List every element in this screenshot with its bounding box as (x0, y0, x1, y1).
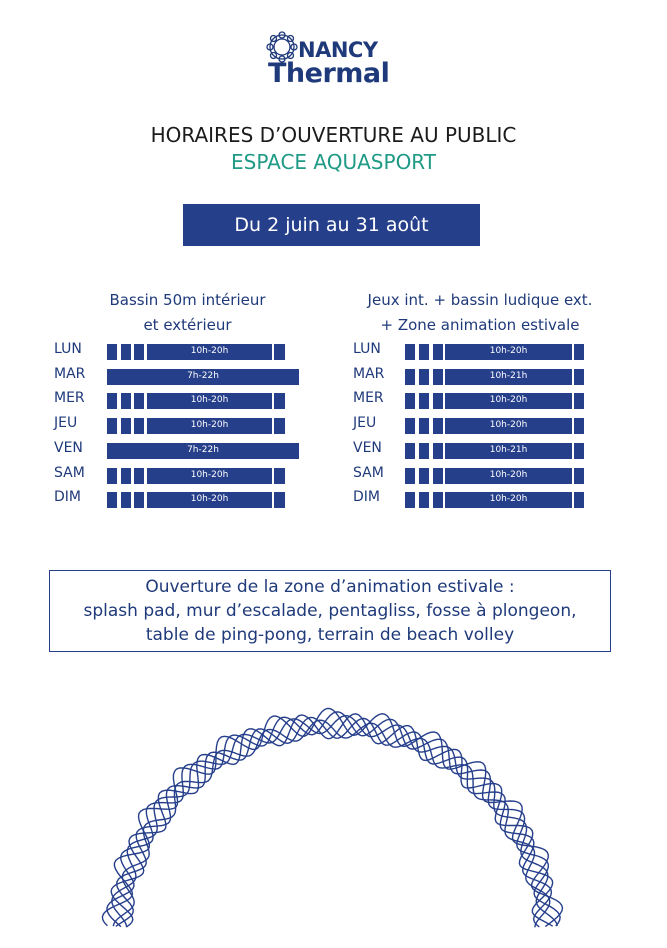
hours-bar-segment (574, 369, 584, 385)
day-label: JEU (353, 415, 377, 432)
hours-bar-segment (433, 393, 443, 409)
hours-bar-segment (574, 418, 584, 434)
hours-bar-segment (574, 492, 584, 508)
hours-bar-segment (134, 492, 144, 508)
nancy-thermal-logo (262, 28, 402, 92)
day-label: LUN (353, 341, 381, 357)
schedule-1-title (60, 288, 315, 338)
day-label: SAM (353, 464, 384, 481)
hours-bar-segment (121, 344, 131, 360)
hours-bar-segment (274, 393, 285, 409)
period-banner (183, 204, 480, 246)
hours-bar-segment (107, 418, 117, 434)
page-title: HORAIRES D’OUVERTURE AU PUBLIC (150, 123, 517, 147)
hours-label: 10h-20h (190, 346, 229, 356)
day-label: JEU (54, 415, 78, 432)
hours-bar-segment (433, 443, 443, 459)
hours-bar-segment (405, 492, 415, 508)
wavy-ring-ornament-icon (0, 690, 667, 948)
hours-bar-segment (121, 468, 131, 484)
hours-bar-segment (107, 344, 117, 360)
hours-bar-segment (274, 418, 285, 434)
hours-label: 7h-22h (187, 370, 219, 381)
hours-label: 10h-20h (190, 494, 229, 505)
hours-bar-segment (274, 344, 285, 360)
hours-bar-segment (433, 344, 443, 360)
hours-label: 10h-20h (489, 469, 528, 480)
hours-bar-segment (405, 369, 415, 385)
hours-bar-segment (134, 418, 144, 434)
hours-bar-segment (419, 344, 429, 360)
day-label: MER (54, 390, 85, 407)
hours-label: 10h-20h (489, 494, 528, 505)
hours-bar-segment (419, 369, 429, 385)
hours-bar-segment (433, 369, 443, 385)
day-label: MAR (54, 365, 86, 382)
hours-label: 10h-21h (489, 370, 528, 381)
day-label: LUN (54, 341, 82, 357)
hours-label: 7h-22h (187, 444, 219, 455)
hours-bar-segment (405, 393, 415, 409)
schedule-1-title-line1: Bassin 50m intérieur (109, 291, 266, 309)
info-line-2: splash pad, mur d’escalade, pentagliss, fosse à plongeon, (83, 601, 577, 621)
day-label: DIM (353, 489, 380, 506)
hours-bar-segment (121, 418, 131, 434)
ring-strand (116, 717, 552, 927)
hours-bar-segment (134, 344, 144, 360)
hours-bar-segment (574, 443, 584, 459)
day-label: VEN (54, 439, 83, 456)
schedule-2-title-line1: Jeux int. + bassin ludique ext. (367, 291, 593, 309)
hours-bar-segment (107, 468, 117, 484)
hours-bar-segment (433, 468, 443, 484)
hours-label: 10h-20h (190, 395, 229, 406)
hours-label: 10h-20h (489, 346, 528, 356)
hours-bar-segment (574, 393, 584, 409)
hours-bar-segment (107, 492, 117, 508)
hours-label: 10h-20h (190, 469, 229, 480)
hours-bar-segment (574, 344, 584, 360)
logo-thermal-text: Thermal (268, 58, 390, 89)
hours-label: 10h-20h (190, 420, 229, 431)
summer-zone-info-box (49, 570, 611, 652)
hours-bar-segment (405, 418, 415, 434)
period-text: Du 2 juin au 31 août (234, 214, 429, 236)
hours-bar-segment (574, 468, 584, 484)
day-label: VEN (353, 439, 382, 456)
hours-bar-segment (107, 393, 117, 409)
day-label: SAM (54, 464, 85, 481)
hours-bar-segment (419, 443, 429, 459)
day-label: DIM (54, 489, 81, 506)
hours-bar-segment (419, 418, 429, 434)
hours-label: 10h-20h (489, 395, 528, 406)
hours-bar-segment (134, 393, 144, 409)
hours-bar-segment (433, 492, 443, 508)
hours-bar-segment (134, 468, 144, 484)
day-label: MAR (353, 365, 385, 382)
hours-bar-segment (405, 468, 415, 484)
hours-bar-segment (405, 344, 415, 360)
hours-bar-segment (419, 393, 429, 409)
page-subtitle: ESPACE AQUASPORT (231, 150, 436, 174)
logo-nancy-text: NANCY (298, 38, 378, 62)
hours-bar-segment (274, 468, 285, 484)
hours-bar-segment (419, 468, 429, 484)
ring-strand (112, 716, 558, 927)
hours-bar-segment (274, 492, 285, 508)
schedule-1-title-line2: et extérieur (143, 316, 232, 334)
hours-bar-segment (433, 418, 443, 434)
day-label: MER (353, 390, 384, 407)
hours-label: 10h-21h (489, 444, 528, 455)
hours-bar-segment (419, 492, 429, 508)
hours-bar-segment (405, 443, 415, 459)
ring-strand (107, 712, 560, 927)
schedule-2-title (340, 288, 620, 338)
hours-bar-segment (121, 492, 131, 508)
hours-label: 10h-20h (489, 420, 528, 431)
info-line-3: table de ping-pong, terrain de beach volley (145, 625, 515, 645)
ring-strand (113, 720, 550, 927)
hours-bar-segment (121, 393, 131, 409)
schedule-2-title-line2: + Zone animation estivale (380, 316, 580, 334)
ring-strand (111, 714, 553, 927)
info-line-1: Ouverture de la zone d’animation estivale : (145, 577, 515, 597)
